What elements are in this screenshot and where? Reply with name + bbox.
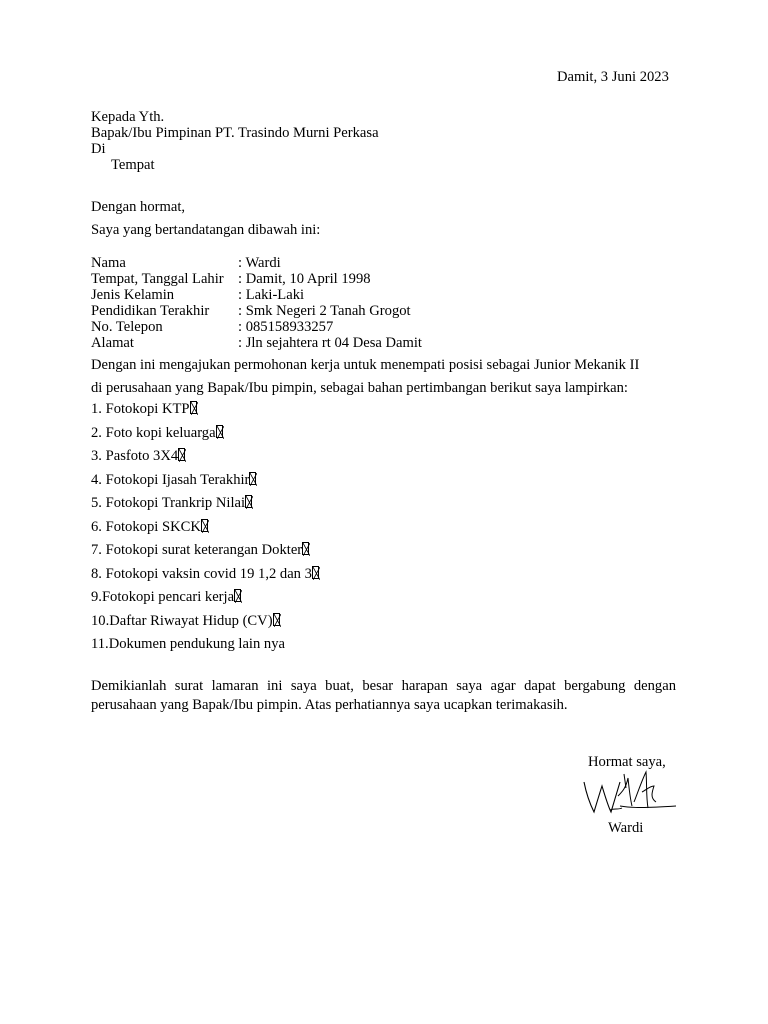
glyph-box-icon xyxy=(312,566,319,579)
attachment-item: 11.Dokumen pendukung lain nya xyxy=(91,636,286,652)
biodata-label: Tempat, Tanggal Lahir xyxy=(91,271,224,287)
recipient-line-4: Tempat xyxy=(111,157,155,173)
attachment-item: 10.Daftar Riwayat Hidup (CV) xyxy=(91,612,319,636)
glyph-box-icon xyxy=(201,519,208,532)
glyph-box-icon xyxy=(249,472,256,485)
intro: Saya yang bertandatangan dibawah ini: xyxy=(91,222,321,238)
biodata-value: : Jln sejahtera rt 04 Desa Damit xyxy=(238,335,422,351)
attachment-item: 8. Fotokopi vaksin covid 19 1,2 dan 3 xyxy=(91,565,319,589)
biodata-value: : Smk Negeri 2 Tanah Grogot xyxy=(238,303,411,319)
closing-line-1: Demikianlah surat lamaran ini saya buat, besar harapan saya agar dapat bergabung dengan xyxy=(91,678,676,694)
attachment-item: 1. Fotokopi KTP xyxy=(91,400,319,424)
biodata-value: : Laki-Laki xyxy=(238,287,305,303)
biodata-label: Alamat xyxy=(91,335,134,351)
attachment-item: 5. Fotokopi Trankrip Nilai xyxy=(91,494,319,518)
attachment-item: 9.Fotokopi pencari kerja xyxy=(91,588,319,612)
glyph-box-icon xyxy=(273,613,280,626)
biodata-label: Nama xyxy=(91,255,126,271)
signoff: Hormat saya, xyxy=(588,754,666,770)
attachment-item: 3. Pasfoto 3X4 xyxy=(91,447,319,471)
recipient-line-2: Bapak/Ibu Pimpinan PT. Trasindo Murni Perkasa xyxy=(91,125,379,141)
glyph-box-icon xyxy=(302,542,309,555)
body-line-1: Dengan ini mengajukan permohonan kerja untuk menempati posisi sebagai Junior Mekanik II xyxy=(91,357,640,373)
glyph-box-icon xyxy=(190,401,197,414)
glyph-box-icon xyxy=(178,448,185,461)
attachment-list xyxy=(91,400,319,659)
place-date: Damit, 3 Juni 2023 xyxy=(557,69,669,85)
glyph-box-icon xyxy=(245,495,252,508)
attachment-item: 6. Fotokopi SKCK xyxy=(91,518,319,542)
biodata-value: : Damit, 10 April 1998 xyxy=(238,271,371,287)
greeting: Dengan hormat, xyxy=(91,199,186,215)
biodata-value: : Wardi xyxy=(238,255,281,271)
closing-line-2: perusahaan yang Bapak/Ibu pimpin. Atas perhatiannya saya ucapkan terimakasih. xyxy=(91,697,568,713)
glyph-box-icon xyxy=(216,425,223,438)
biodata-label: Jenis Kelamin xyxy=(91,287,175,303)
recipient-line-1: Kepada Yth. xyxy=(91,109,165,125)
attachment-item: 4. Fotokopi Ijasah Terakhir xyxy=(91,471,319,495)
body-line-2: di perusahaan yang Bapak/Ibu pimpin, sebagai bahan pertimbangan berikut saya lampirkan: xyxy=(91,380,628,396)
signer-name: Wardi xyxy=(608,820,644,836)
biodata-label: No. Telepon xyxy=(91,319,163,335)
recipient-line-3: Di xyxy=(91,141,106,157)
attachment-item: 2. Foto kopi keluarga xyxy=(91,424,319,448)
biodata-value: : 085158933257 xyxy=(238,319,334,335)
signature-image xyxy=(580,768,680,828)
glyph-box-icon xyxy=(234,589,241,602)
biodata-label: Pendidikan Terakhir xyxy=(91,303,210,319)
attachment-item: 7. Fotokopi surat keterangan Dokter xyxy=(91,541,319,565)
